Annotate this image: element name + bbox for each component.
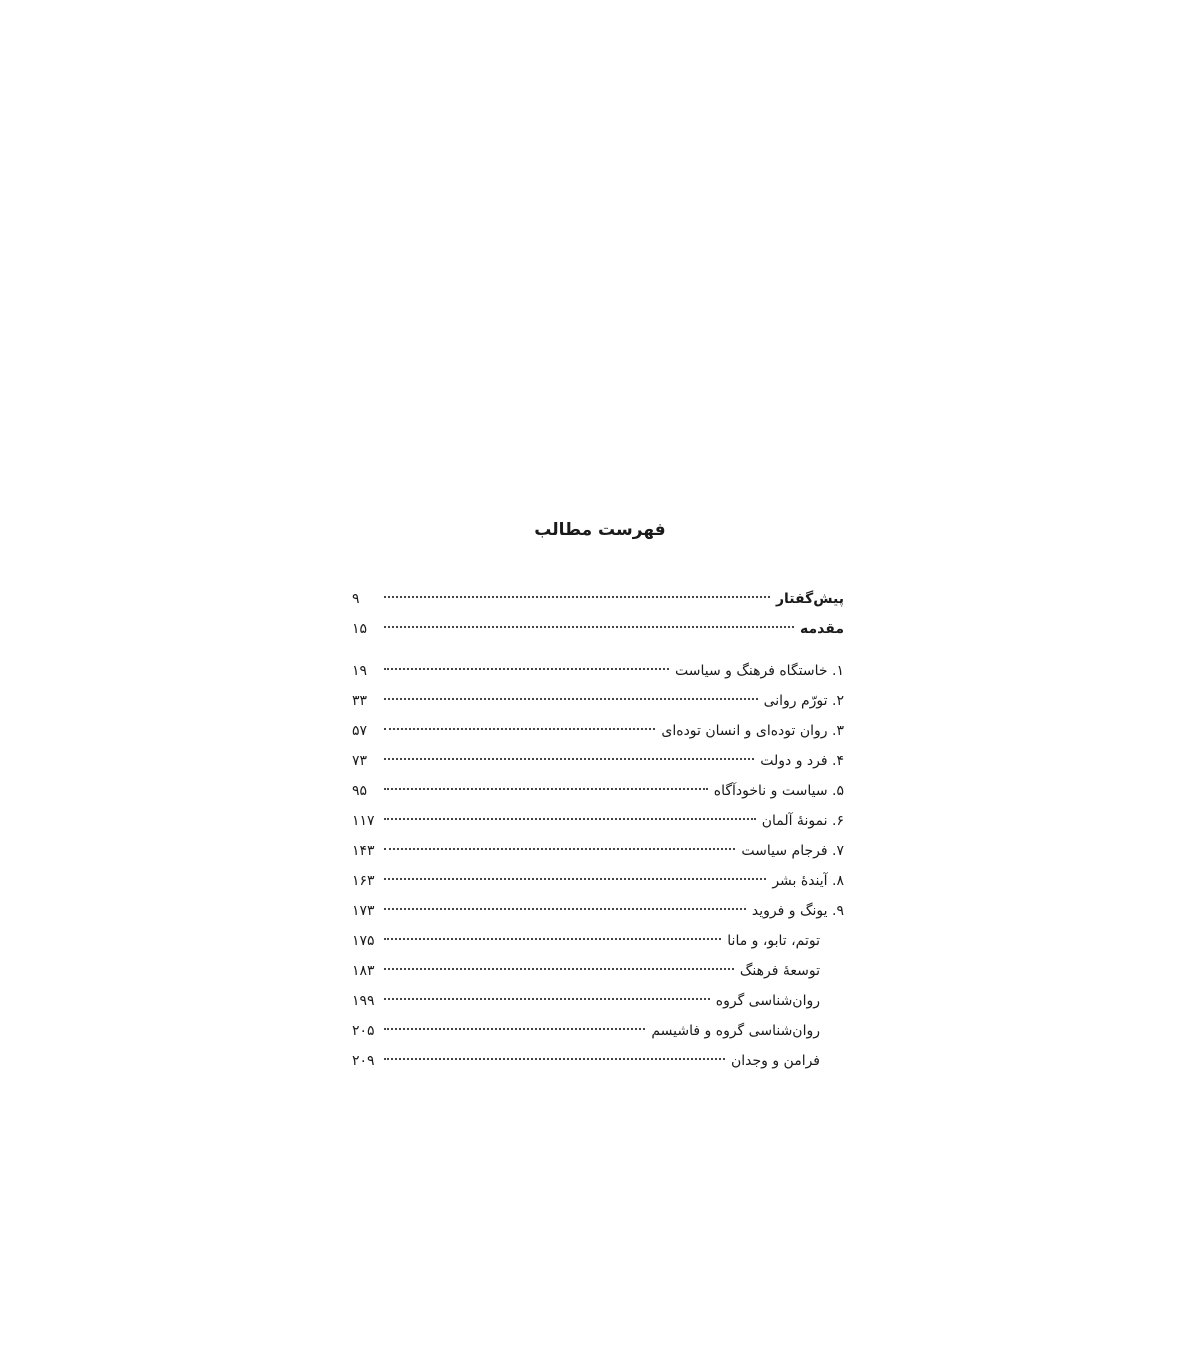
toc-page-number: ۱۷۵ (352, 933, 375, 949)
toc-entry-label: پیش‌گفتار (775, 591, 844, 607)
dot-leader (384, 968, 734, 970)
dot-leader (384, 998, 710, 1000)
toc-entry-label: ۳. روان توده‌ای و انسان توده‌ای (661, 723, 844, 739)
toc-page-number: ۱۴۳ (352, 843, 375, 859)
toc-page-number: ۱۹ (352, 663, 368, 679)
dot-leader (384, 1058, 725, 1060)
dot-leader (384, 878, 766, 880)
dot-leader (384, 728, 655, 730)
toc-entry-chapter-2[interactable] (352, 686, 844, 716)
toc-entry-label: ۲. تورّم روانی (763, 693, 844, 709)
toc-entry-chapter-8[interactable] (352, 866, 844, 896)
toc-entry-chapter-4[interactable] (352, 746, 844, 776)
toc-entry-label: فرامن و وجدان (730, 1053, 820, 1069)
toc-entry-label: ۵. سیاست و ناخودآگاه (713, 783, 844, 799)
toc-entry-introduction[interactable] (352, 614, 844, 644)
toc-entry-label: ۶. نمونهٔ آلمان (761, 813, 844, 829)
toc-page-number: ۹۵ (352, 783, 368, 799)
toc-entry-label: توتم، تابو، و مانا (727, 933, 820, 949)
toc-entry-chapter-6[interactable] (352, 806, 844, 836)
toc-page-number: ۲۰۵ (352, 1023, 375, 1039)
toc-page-number: ۱۵ (352, 621, 368, 637)
dot-leader (384, 1028, 645, 1030)
toc-entry-label: ۴. فرد و دولت (760, 753, 844, 769)
toc-page-number: ۵۷ (352, 723, 368, 739)
toc-page-number: ۹ (352, 591, 360, 607)
toc-entry-label: ۷. فرجام سیاست (741, 843, 844, 859)
toc-page-number: ۱۹۹ (352, 993, 375, 1009)
dot-leader (384, 848, 735, 850)
toc-page-number: ۲۰۹ (352, 1053, 375, 1069)
toc-entry-chapter-7[interactable] (352, 836, 844, 866)
toc-entry-subsection-5[interactable] (352, 1046, 844, 1076)
dot-leader (384, 596, 770, 598)
toc-entry-subsection-3[interactable] (352, 986, 844, 1016)
dot-leader (384, 938, 721, 940)
dot-leader (384, 668, 669, 670)
dot-leader (384, 626, 794, 628)
dot-leader (384, 818, 756, 820)
toc-title: فهرست مطالب (534, 520, 666, 540)
toc-entry-label: روان‌شناسی گروه و فاشیسم (651, 1023, 820, 1039)
toc-page-number: ۱۶۳ (352, 873, 375, 889)
toc-entry-label: توسعهٔ فرهنگ (739, 963, 820, 979)
toc-entry-chapter-9[interactable] (352, 896, 844, 926)
toc-entry-label: مقدمه (800, 621, 844, 637)
dot-leader (384, 698, 758, 700)
toc-entry-label: ۱. خاستگاه فرهنگ و سیاست (674, 663, 844, 679)
toc-entry-chapter-5[interactable] (352, 776, 844, 806)
toc-entry-label: ۹. یونگ و فروید (751, 903, 844, 919)
toc-entry-subsection-2[interactable] (352, 956, 844, 986)
toc-entry-preface[interactable] (352, 584, 844, 614)
table-of-contents (352, 584, 844, 1076)
dot-leader (384, 908, 746, 910)
toc-entry-label: ۸. آیندهٔ بشر (772, 873, 844, 889)
toc-page-number: ۱۷۳ (352, 903, 375, 919)
toc-entry-chapter-3[interactable] (352, 716, 844, 746)
toc-entry-chapter-1[interactable] (352, 656, 844, 686)
dot-leader (384, 758, 754, 760)
toc-page-number: ۳۳ (352, 693, 368, 709)
toc-page-number: ۱۱۷ (352, 813, 375, 829)
toc-page-number: ۱۸۳ (352, 963, 375, 979)
toc-entry-subsection-4[interactable] (352, 1016, 844, 1046)
dot-leader (384, 788, 708, 790)
toc-entry-subsection-1[interactable] (352, 926, 844, 956)
toc-page-number: ۷۳ (352, 753, 368, 769)
toc-entry-label: روان‌شناسی گروه (715, 993, 820, 1009)
